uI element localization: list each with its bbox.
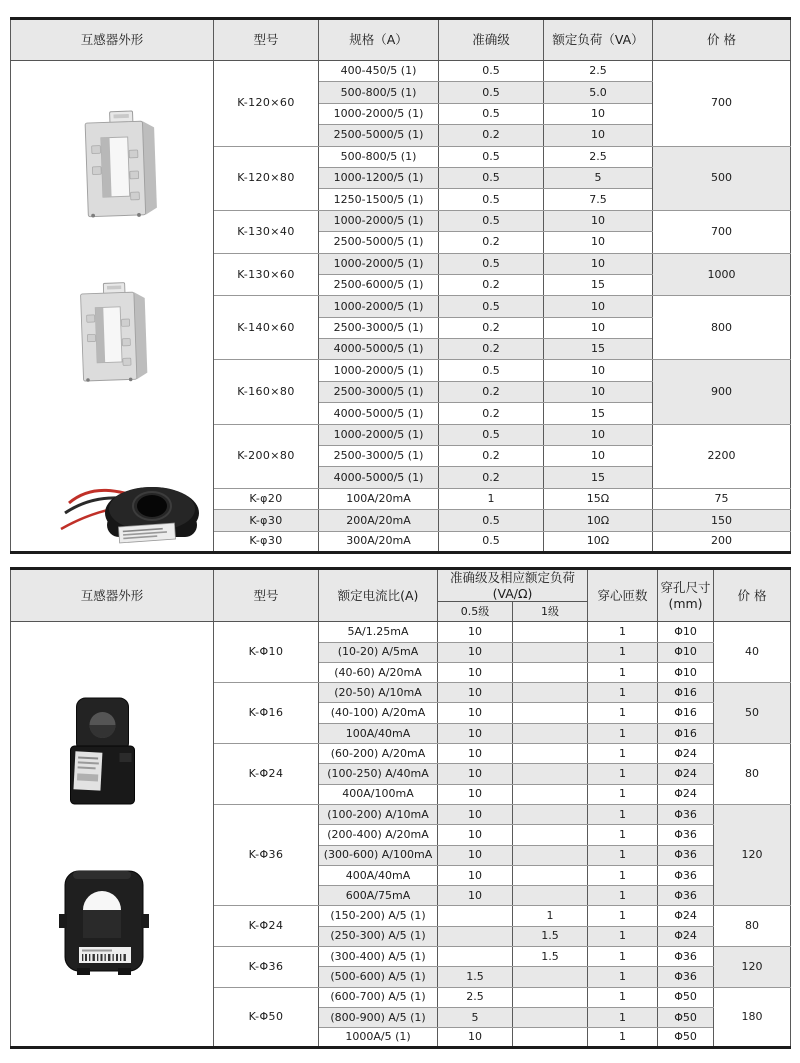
model-cell: K-120×60 <box>214 61 319 147</box>
black-clamp-ct-graphic <box>57 868 151 978</box>
data-cell: (600-700) A/5 (1) <box>319 987 438 1007</box>
price-cell: 1000 <box>653 253 791 296</box>
black-split-core-clamp-ct-image <box>57 868 151 978</box>
data-cell: 500-800/5 (1) <box>319 146 439 167</box>
data-cell: 5.0 <box>544 82 653 103</box>
price-cell: 900 <box>653 360 791 424</box>
data-cell: Φ10 <box>658 622 714 642</box>
price-cell: 2200 <box>653 424 791 488</box>
data-cell: 2500-3000/5 (1) <box>319 446 439 467</box>
data-cell: 600A/75mA <box>319 886 438 906</box>
data-cell <box>513 622 588 642</box>
data-cell: 0.5 <box>439 424 544 445</box>
data-cell: 0.5 <box>439 296 544 317</box>
data-cell <box>513 784 588 804</box>
col-header-spec: 规格（A） <box>319 19 439 61</box>
data-cell: 0.5 <box>439 103 544 124</box>
data-cell: 10 <box>438 764 513 784</box>
data-cell: 15 <box>544 467 653 488</box>
data-cell: (40-60) A/20mA <box>319 662 438 682</box>
data-cell: Φ16 <box>658 683 714 703</box>
data-cell <box>513 845 588 865</box>
data-cell <box>513 723 588 743</box>
data-cell <box>438 906 513 926</box>
data-cell: 0.2 <box>439 446 544 467</box>
data-cell: 300A/20mA <box>319 531 439 552</box>
data-cell: 15 <box>544 339 653 360</box>
data-cell: (100-200) A/10mA <box>319 804 438 824</box>
data-cell: 1 <box>588 825 658 845</box>
data-cell: Φ16 <box>658 723 714 743</box>
data-cell: 0.5 <box>439 189 544 210</box>
rect-ct-spec-price-table <box>10 17 791 554</box>
data-cell: 0.2 <box>439 403 544 424</box>
white-split-core-ct-image <box>77 109 163 219</box>
data-cell: 0.2 <box>439 339 544 360</box>
data-cell: 1 <box>588 886 658 906</box>
data-cell: 1000-2000/5 (1) <box>319 103 439 124</box>
data-cell: (300-400) A/5 (1) <box>319 947 438 967</box>
data-cell: Φ50 <box>658 987 714 1007</box>
data-cell: 0.5 <box>439 146 544 167</box>
data-cell: Φ36 <box>658 825 714 845</box>
data-cell: 100A/20mA <box>319 488 439 509</box>
data-cell <box>513 865 588 885</box>
data-cell: 10 <box>544 232 653 253</box>
data-cell: Φ24 <box>658 764 714 784</box>
data-cell: 1 <box>588 1007 658 1027</box>
data-cell: 0.2 <box>439 125 544 146</box>
model-cell: K-Φ10 <box>214 622 319 683</box>
data-cell: Φ50 <box>658 1007 714 1027</box>
data-cell: 200A/20mA <box>319 510 439 531</box>
data-cell: 15 <box>544 403 653 424</box>
data-cell: 1000-2000/5 (1) <box>319 296 439 317</box>
white-split-core-ct-graphic <box>77 109 163 219</box>
data-cell: 1000-2000/5 (1) <box>319 424 439 445</box>
data-cell: 1 <box>588 947 658 967</box>
data-cell: 0.2 <box>439 274 544 295</box>
data-cell: 10 <box>544 210 653 231</box>
col-header-hole-size: 穿孔尺寸(mm) <box>658 569 714 622</box>
model-cell: K-Φ16 <box>214 683 319 744</box>
data-cell: 10 <box>438 1028 513 1048</box>
data-cell: (300-600) A/100mA <box>319 845 438 865</box>
model-cell: K-200×80 <box>214 424 319 488</box>
data-cell: 15 <box>544 274 653 295</box>
data-cell: 0.5 <box>439 82 544 103</box>
table1-appearance-cell <box>11 61 214 553</box>
data-cell: 1 <box>439 488 544 509</box>
data-cell: (500-600) A/5 (1) <box>319 967 438 987</box>
price-cell: 40 <box>714 622 791 683</box>
model-cell: K-Φ36 <box>214 804 319 905</box>
data-cell: 1 <box>588 1028 658 1048</box>
col-header-price: 价 格 <box>653 19 791 61</box>
data-cell: Φ50 <box>658 1028 714 1048</box>
data-cell: 1 <box>588 662 658 682</box>
data-cell: 1.5 <box>513 926 588 946</box>
data-cell <box>513 987 588 1007</box>
data-cell: Φ10 <box>658 642 714 662</box>
data-cell: 2.5 <box>544 146 653 167</box>
data-cell: 10 <box>438 622 513 642</box>
data-cell <box>513 683 588 703</box>
data-cell: 4000-5000/5 (1) <box>319 467 439 488</box>
model-cell: K-Φ24 <box>214 906 319 947</box>
data-cell <box>513 744 588 764</box>
data-cell: (40-100) A/20mA <box>319 703 438 723</box>
black-cube-ct-graphic <box>63 696 141 806</box>
data-cell: (250-300) A/5 (1) <box>319 926 438 946</box>
price-cell: 200 <box>653 531 791 552</box>
data-cell: 10 <box>438 886 513 906</box>
data-cell: 10 <box>438 865 513 885</box>
data-cell: Φ24 <box>658 784 714 804</box>
data-cell: 400A/40mA <box>319 865 438 885</box>
data-cell: 0.2 <box>439 317 544 338</box>
data-cell: 1000-2000/5 (1) <box>319 253 439 274</box>
data-cell: Φ10 <box>658 662 714 682</box>
data-cell: 2500-5000/5 (1) <box>319 125 439 146</box>
col-header-appearance: 互感器外形 <box>11 19 214 61</box>
data-cell: 10 <box>438 662 513 682</box>
price-cell: 75 <box>653 488 791 509</box>
data-cell: 1000A/5 (1) <box>319 1028 438 1048</box>
data-cell: 400A/100mA <box>319 784 438 804</box>
data-cell: 10 <box>544 296 653 317</box>
data-cell: 7.5 <box>544 189 653 210</box>
price-cell: 180 <box>714 987 791 1048</box>
data-cell <box>438 926 513 946</box>
data-cell <box>513 1007 588 1027</box>
data-cell: 2500-6000/5 (1) <box>319 274 439 295</box>
col-header-model: 型号 <box>214 569 319 622</box>
white-split-core-ct-graphic <box>73 275 153 389</box>
data-cell: Φ24 <box>658 926 714 946</box>
model-cell: K-φ30 <box>214 531 319 552</box>
data-cell: 4000-5000/5 (1) <box>319 403 439 424</box>
data-cell: 0.2 <box>439 232 544 253</box>
data-cell: 1 <box>588 967 658 987</box>
data-cell: 10 <box>438 804 513 824</box>
data-cell <box>513 703 588 723</box>
data-cell: 2.5 <box>438 987 513 1007</box>
data-cell: Φ24 <box>658 744 714 764</box>
data-cell: 1 <box>513 906 588 926</box>
data-cell: 1250-1500/5 (1) <box>319 189 439 210</box>
data-cell <box>513 804 588 824</box>
round-ct-spec-price-table <box>10 567 791 1049</box>
data-cell: 10 <box>544 446 653 467</box>
data-cell: 10 <box>544 253 653 274</box>
data-cell: 400-450/5 (1) <box>319 61 439 82</box>
black-toroidal-ct-with-leads-image <box>55 469 205 551</box>
data-cell: 1000-2000/5 (1) <box>319 210 439 231</box>
white-split-core-ct-image <box>73 275 153 389</box>
data-cell: 10 <box>438 744 513 764</box>
data-cell <box>513 886 588 906</box>
data-cell: 1 <box>588 744 658 764</box>
data-cell: 1 <box>588 723 658 743</box>
data-cell: 1 <box>588 906 658 926</box>
data-cell: 10 <box>438 683 513 703</box>
price-cell: 800 <box>653 296 791 360</box>
data-cell: 1 <box>588 622 658 642</box>
data-cell: 10Ω <box>544 510 653 531</box>
data-cell: 0.5 <box>439 61 544 82</box>
model-cell: K-Φ36 <box>214 947 319 988</box>
model-cell: K-Φ24 <box>214 744 319 805</box>
data-cell: 10 <box>544 381 653 402</box>
data-cell: 10 <box>438 825 513 845</box>
data-cell: 10 <box>438 845 513 865</box>
model-cell: K-160×80 <box>214 360 319 424</box>
data-cell: 0.2 <box>439 381 544 402</box>
data-cell: 1000-1200/5 (1) <box>319 167 439 188</box>
data-cell: (150-200) A/5 (1) <box>319 906 438 926</box>
data-cell: 10 <box>544 125 653 146</box>
data-cell: Φ36 <box>658 947 714 967</box>
data-cell <box>513 764 588 784</box>
data-cell: 5A/1.25mA <box>319 622 438 642</box>
price-cell: 80 <box>714 744 791 805</box>
data-cell: (200-400) A/20mA <box>319 825 438 845</box>
data-cell: 10 <box>544 103 653 124</box>
data-cell: 1 <box>588 764 658 784</box>
data-cell: 10 <box>544 317 653 338</box>
price-cell: 150 <box>653 510 791 531</box>
black-toroidal-ct-graphic <box>55 469 205 551</box>
data-cell: 1.5 <box>438 967 513 987</box>
col-header-price: 价 格 <box>714 569 791 622</box>
data-cell: 10 <box>438 642 513 662</box>
data-cell: 1 <box>588 804 658 824</box>
data-cell: 10 <box>544 360 653 381</box>
model-cell: K-130×40 <box>214 210 319 253</box>
col-header-accuracy-load-group: 准确级及相应额定负荷(VA/Ω) <box>438 569 588 602</box>
model-cell: K-φ30 <box>214 510 319 531</box>
data-cell: 0.5 <box>439 167 544 188</box>
model-cell: K-130×60 <box>214 253 319 296</box>
data-cell <box>438 947 513 967</box>
price-cell: 700 <box>653 210 791 253</box>
data-cell: 0.5 <box>439 253 544 274</box>
model-cell: K-140×60 <box>214 296 319 360</box>
data-cell: Φ36 <box>658 804 714 824</box>
table2-appearance-cell <box>11 622 214 1048</box>
data-cell: 15Ω <box>544 488 653 509</box>
black-cube-ct-image <box>63 696 141 806</box>
data-cell: Φ36 <box>658 967 714 987</box>
data-cell: 1.5 <box>513 947 588 967</box>
model-cell: K-120×80 <box>214 146 319 210</box>
col-header-appearance: 互感器外形 <box>11 569 214 622</box>
price-cell: 120 <box>714 804 791 905</box>
data-cell: Φ36 <box>658 886 714 906</box>
model-cell: K-Φ50 <box>214 987 319 1048</box>
data-cell: 1 <box>588 784 658 804</box>
data-cell: 2500-3000/5 (1) <box>319 317 439 338</box>
data-cell: 10 <box>544 424 653 445</box>
data-cell: 10 <box>438 703 513 723</box>
data-cell <box>513 825 588 845</box>
data-cell: 0.5 <box>439 360 544 381</box>
data-cell: 2500-5000/5 (1) <box>319 232 439 253</box>
data-cell: 5 <box>438 1007 513 1027</box>
col-header-turns: 穿心匝数 <box>588 569 658 622</box>
col-header-load: 额定负荷（VA） <box>544 19 653 61</box>
data-cell: (20-50) A/10mA <box>319 683 438 703</box>
data-cell: Φ16 <box>658 703 714 723</box>
data-cell: 1 <box>588 865 658 885</box>
data-cell: Φ36 <box>658 845 714 865</box>
col-header-accuracy: 准确级 <box>439 19 544 61</box>
data-cell: 5 <box>544 167 653 188</box>
price-cell: 50 <box>714 683 791 744</box>
data-cell: 1 <box>588 987 658 1007</box>
data-cell: 0.2 <box>439 467 544 488</box>
data-cell: (100-250) A/40mA <box>319 764 438 784</box>
col-header-class-1: 1级 <box>513 602 588 622</box>
data-cell: 1 <box>588 642 658 662</box>
data-cell <box>513 967 588 987</box>
data-cell: 10 <box>438 723 513 743</box>
data-cell: 2500-3000/5 (1) <box>319 381 439 402</box>
model-cell: K-φ20 <box>214 488 319 509</box>
data-cell: (60-200) A/20mA <box>319 744 438 764</box>
data-cell: 0.5 <box>439 510 544 531</box>
data-cell: 1 <box>588 683 658 703</box>
price-cell: 120 <box>714 947 791 988</box>
data-cell: 1 <box>588 845 658 865</box>
data-cell: Φ36 <box>658 865 714 885</box>
data-cell: 10 <box>438 784 513 804</box>
data-cell: 4000-5000/5 (1) <box>319 339 439 360</box>
price-cell: 700 <box>653 61 791 147</box>
data-cell: 500-800/5 (1) <box>319 82 439 103</box>
price-cell: 500 <box>653 146 791 210</box>
data-cell <box>513 662 588 682</box>
data-cell: (800-900) A/5 (1) <box>319 1007 438 1027</box>
col-header-ratio: 额定电流比(A) <box>319 569 438 622</box>
price-cell: 80 <box>714 906 791 947</box>
data-cell: 10Ω <box>544 531 653 552</box>
data-cell: Φ24 <box>658 906 714 926</box>
data-cell: 0.5 <box>439 210 544 231</box>
data-cell: 1000-2000/5 (1) <box>319 360 439 381</box>
col-header-model: 型号 <box>214 19 319 61</box>
data-cell: 2.5 <box>544 61 653 82</box>
data-cell <box>513 1028 588 1048</box>
data-cell: 100A/40mA <box>319 723 438 743</box>
data-cell: 1 <box>588 926 658 946</box>
data-cell: (10-20) A/5mA <box>319 642 438 662</box>
data-cell <box>513 642 588 662</box>
data-cell: 1 <box>588 703 658 723</box>
data-cell: 0.5 <box>439 531 544 552</box>
col-header-class-05: 0.5级 <box>438 602 513 622</box>
